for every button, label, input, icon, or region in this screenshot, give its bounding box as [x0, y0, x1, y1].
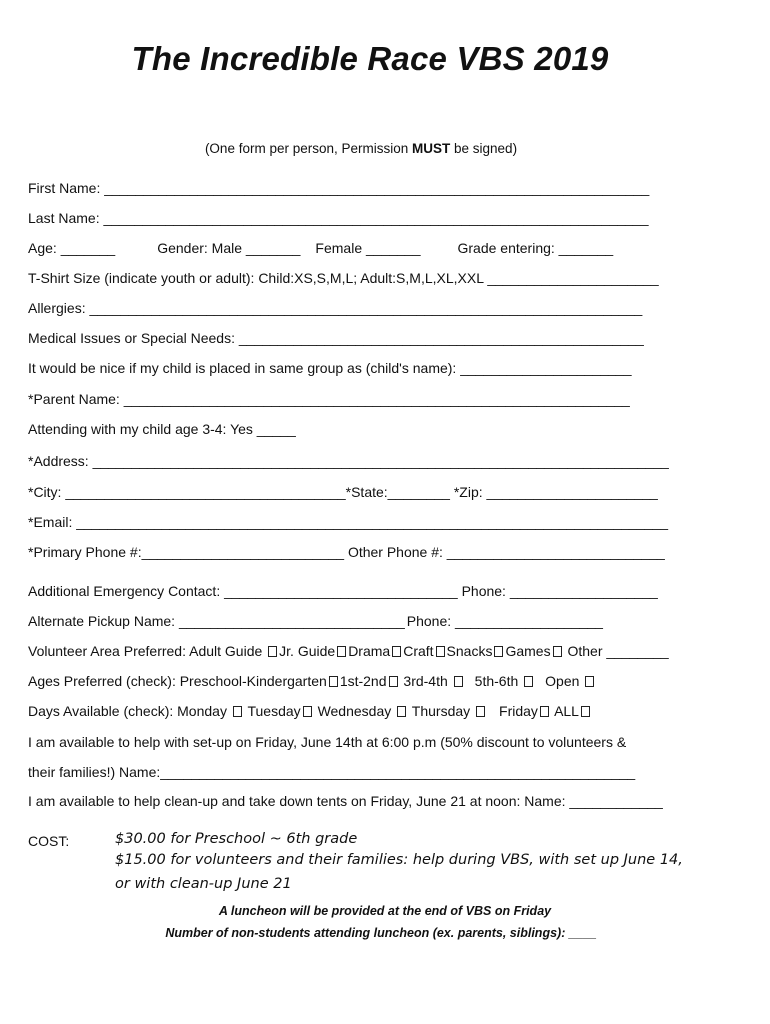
zip-field[interactable]: *Zip: ______________________	[453, 484, 658, 500]
volunteer-option-drama: Drama	[348, 643, 391, 659]
email-field[interactable]: *Email: ____________________________________________________________________________	[28, 514, 668, 530]
cost-details	[115, 829, 683, 895]
checkbox-friday[interactable]	[540, 706, 549, 717]
ages-option-1st-2nd: 1st-2nd	[339, 673, 387, 689]
setup-name-field[interactable]: their families!) Name:_____________________________________________________________	[28, 764, 636, 780]
gender-female-field[interactable]: Female _______	[315, 240, 421, 256]
volunteer-area-row	[28, 642, 669, 660]
cost-label: COST:	[28, 833, 70, 849]
last-name-field[interactable]: Last Name: ______________________________________________________________________	[28, 210, 649, 226]
subtitle-text: (One form per person, Permission	[204, 141, 413, 156]
checkbox-tuesday[interactable]	[303, 706, 312, 717]
checkbox-5th-6th[interactable]	[524, 676, 533, 687]
age-gender-grade-row	[28, 239, 613, 257]
subtitle-text-end: be signed)	[450, 141, 518, 156]
days-available-row	[28, 702, 592, 720]
checkbox-snacks[interactable]	[494, 646, 503, 657]
emergency-contact-field[interactable]: Additional Emergency Contact: ______________________________	[28, 583, 458, 599]
ages-option-open: Open	[545, 673, 580, 689]
checkbox-jr-guide[interactable]	[337, 646, 346, 657]
checkbox-open[interactable]	[585, 676, 594, 687]
volunteer-option-jr-guide: Jr. Guide	[279, 643, 336, 659]
phone-row	[28, 543, 665, 561]
days-available-label: Days Available (check): Monday	[28, 703, 227, 719]
checkbox-1st-2nd[interactable]	[389, 676, 398, 687]
attending-field[interactable]: Attending with my child age 3-4: Yes _____	[28, 421, 296, 437]
city-field[interactable]: *City: ____________________________________	[28, 484, 346, 500]
checkbox-games[interactable]	[553, 646, 562, 657]
other-phone-field[interactable]: Other Phone #: ____________________________	[347, 544, 665, 560]
checkbox-craft[interactable]	[436, 646, 445, 657]
volunteer-option-games: Games	[505, 643, 551, 659]
gender-male-field[interactable]: Gender: Male _______	[157, 240, 301, 256]
grade-field[interactable]: Grade entering: _______	[457, 240, 614, 256]
checkbox-thursday[interactable]	[476, 706, 485, 717]
days-option-thursday: Thursday	[411, 703, 471, 719]
medical-issues-field[interactable]: Medical Issues or Special Needs: ____________________________________________________	[28, 330, 644, 346]
form-title: The Incredible Race VBS 2019	[131, 40, 609, 77]
form-subtitle	[0, 141, 722, 156]
primary-phone-field[interactable]: *Primary Phone #:__________________________	[28, 544, 345, 560]
parent-name-field[interactable]: *Parent Name: _________________________________________________________________	[28, 391, 630, 407]
setup-availability-text: I am available to help with set-up on Friday, June 14th at 6:00 p.m (50% discount to volunteers &	[28, 734, 627, 750]
days-option-friday: Friday	[499, 703, 538, 719]
subtitle-emphasis: MUST	[412, 141, 451, 156]
volunteer-option-other[interactable]: Other ________	[567, 643, 669, 659]
checkbox-3rd-4th[interactable]	[454, 676, 463, 687]
city-state-zip-row	[28, 483, 658, 501]
checkbox-all[interactable]	[581, 706, 590, 717]
alternate-pickup-row	[28, 612, 603, 630]
allergies-field[interactable]: Allergies: _______________________________________________________________________	[28, 300, 643, 316]
luncheon-count-field[interactable]: Number of non-students attending luncheon (ex. parents, siblings): ____	[165, 926, 597, 940]
same-group-field[interactable]: It would be nice if my child is placed in same group as (child's name): ______________________	[28, 360, 632, 376]
days-option-tuesday: Tuesday	[247, 703, 301, 719]
ages-preferred-label: Ages Preferred (check): Preschool-Kindergarten	[28, 673, 327, 689]
checkbox-wednesday[interactable]	[397, 706, 406, 717]
alternate-pickup-field[interactable]: Alternate Pickup Name: _____________________________	[28, 613, 405, 629]
emergency-phone-field[interactable]: Phone: ___________________	[461, 583, 658, 599]
cost-volunteer-line: $15.00 for volunteers and their families: help during VBS, with set up June 14,	[115, 852, 683, 868]
ages-preferred-row	[28, 672, 596, 690]
tshirt-size-field[interactable]: T-Shirt Size (indicate youth or adult): Child:XS,S,M,L; Adult:S,M,L,XL,XXL ______________________	[28, 270, 659, 286]
volunteer-option-snacks: Snacks	[446, 643, 493, 659]
age-field[interactable]: Age: _______	[28, 240, 116, 256]
cleanup-name-field[interactable]: I am available to help clean-up and take down tents on Friday, June 21 at noon: Name: ____________	[28, 793, 663, 809]
emergency-contact-row	[28, 582, 658, 600]
address-field[interactable]: *Address: __________________________________________________________________________	[28, 453, 669, 469]
ages-option-5th-6th: 5th-6th	[474, 673, 519, 689]
cost-preschool-line: $30.00 for Preschool ~ 6th grade	[115, 831, 358, 847]
luncheon-note: A luncheon will be provided at the end of VBS on Friday	[218, 904, 552, 918]
volunteer-option-craft: Craft	[403, 643, 434, 659]
days-option-wednesday: Wednesday	[317, 703, 392, 719]
cost-volunteer-line-cont: or with clean-up June 21	[115, 876, 292, 892]
alternate-phone-field[interactable]: Phone: ___________________	[406, 613, 603, 629]
state-field[interactable]: *State:________	[345, 484, 450, 500]
volunteer-area-label: Volunteer Area Preferred: Adult Guide	[28, 643, 263, 659]
days-option-all: ALL	[554, 703, 579, 719]
first-name-field[interactable]: First Name: ______________________________________________________________________	[28, 180, 650, 196]
ages-option-3rd-4th: 3rd-4th	[403, 673, 448, 689]
checkbox-monday[interactable]	[233, 706, 242, 717]
checkbox-drama[interactable]	[392, 646, 401, 657]
checkbox-adult-guide[interactable]	[268, 646, 277, 657]
checkbox-preschool-kindergarten[interactable]	[329, 676, 338, 687]
